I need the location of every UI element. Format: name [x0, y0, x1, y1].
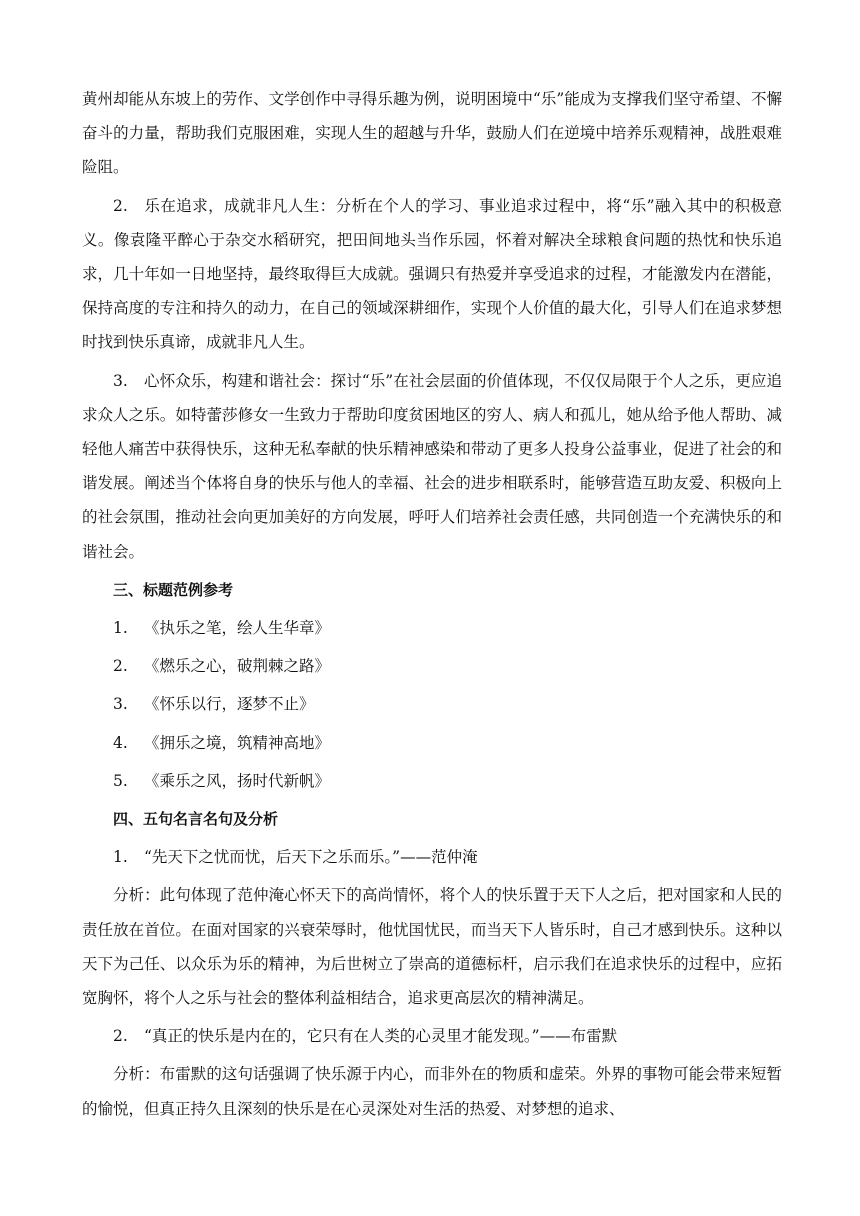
item-text: 《拥乐之境，筑精神高地》: [144, 733, 331, 752]
document-body: [82, 82, 782, 1130]
analysis-text: 分析：此句体现了范仲淹心怀天下的高尚情怀，将个人的快乐置于天下人之后，把对国家和人民的责任放在首位。在面对国家的兴衰荣辱时，他忧国忧民，而当天下人皆乐时，自己才感到快乐。这种以天下为己任、以众乐为乐的精神，为后世树立了崇高的道德标杆，启示我们在追求快乐的过程中，应拓宽胸怀，将个人之乐与社会的整体利益相结合，追求更高层次的精神满足。: [82, 886, 782, 1008]
list-item: [82, 764, 782, 798]
item-text: 《燃乐之心，破荆棘之路》: [144, 657, 331, 676]
point-number: 3.: [113, 371, 128, 390]
paragraph-text: 乐在追求，成就非凡人生：分析在个人的学习、事业追求过程中，将“乐”融入其中的积极意义。像袁隆平醉心于杂交水稻研究，把田间地头当作乐园，怀着对解决全球粮食问题的热忱和快乐追求，几十年如一日地坚持，最终取得巨大成就。强调只有热爱并享受追求的过程，才能激发内在潜能，保持高度的专注和持久的动力，在自己的领域深耕细作，实现个人价值的最大化，引导人们在追求梦想时找到快乐真谛，成就非凡人生。: [82, 196, 782, 352]
item-text: 《怀乐以行，逐梦不止》: [144, 695, 315, 714]
point-paragraph: [82, 189, 782, 360]
paragraph-text: 心怀众乐，构建和谐社会：探讨“乐”在社会层面的价值体现，不仅仅局限于个人之乐，更应追求众人之乐。如特蕾莎修女一生致力于帮助印度贫困地区的穷人、病人和孤儿，她从给予他人帮助、减轻他人痛苦中获得快乐，这种无私奉献的快乐精神感染和带动了更多人投身公益事业，促进了社会的和谐发展。阐述当个体将自身的快乐与他人的幸福、社会的进步相联系时，能够营造互助友爱、积极向上的社会氛围，推动社会向更加美好的方向发展，呼吁人们培养社会责任感，共同创造一个充满快乐的和谐社会。: [82, 371, 782, 561]
point-number: 2.: [113, 196, 128, 215]
item-number: 1.: [113, 848, 128, 867]
item-number: 3.: [113, 695, 128, 714]
point-paragraph: [82, 364, 782, 569]
analysis-text: 分析：布雷默的这句话强调了快乐源于内心，而非外在的物质和虚荣。外界的事物可能会带来短暂的愉悦，但真正持久且深刻的快乐是在心灵深处对生活的热爱、对梦想的追求、: [82, 1065, 782, 1118]
paragraph-continued: [82, 82, 782, 185]
list-item: [82, 611, 782, 645]
analysis-paragraph: [82, 1057, 782, 1125]
section-heading: 四、五句名言名句及分析: [113, 810, 279, 829]
list-item: [82, 649, 782, 683]
quote-text: “先天下之忧而忧，后天下之乐而乐。”——范仲淹: [144, 848, 478, 867]
analysis-paragraph: [82, 878, 782, 1015]
item-number: 5.: [113, 771, 128, 790]
item-number: 1.: [113, 619, 128, 638]
quote-item: [82, 1019, 782, 1053]
item-number: 2.: [113, 657, 128, 676]
section-heading: 三、标题范例参考: [113, 580, 234, 599]
item-number: 4.: [113, 733, 128, 752]
item-text: 《乘乐之风，扬时代新帆》: [144, 771, 331, 790]
list-item: [82, 726, 782, 760]
quote-text: “真正的快乐是内在的，它只有在人类的心灵里才能发现。”——布雷默: [144, 1027, 618, 1046]
list-item: [82, 687, 782, 721]
paragraph-text: 黄州却能从东坡上的劳作、文学创作中寻得乐趣为例，说明困境中“乐”能成为支撑我们坚守希望、不懈奋斗的力量，帮助我们克服困难，实现人生的超越与升华，鼓励人们在逆境中培养乐观精神，战胜艰难险阻。: [82, 90, 782, 177]
item-text: 《执乐之笔，绘人生华章》: [144, 619, 331, 638]
quote-item: [82, 840, 782, 874]
item-number: 2.: [113, 1027, 128, 1046]
